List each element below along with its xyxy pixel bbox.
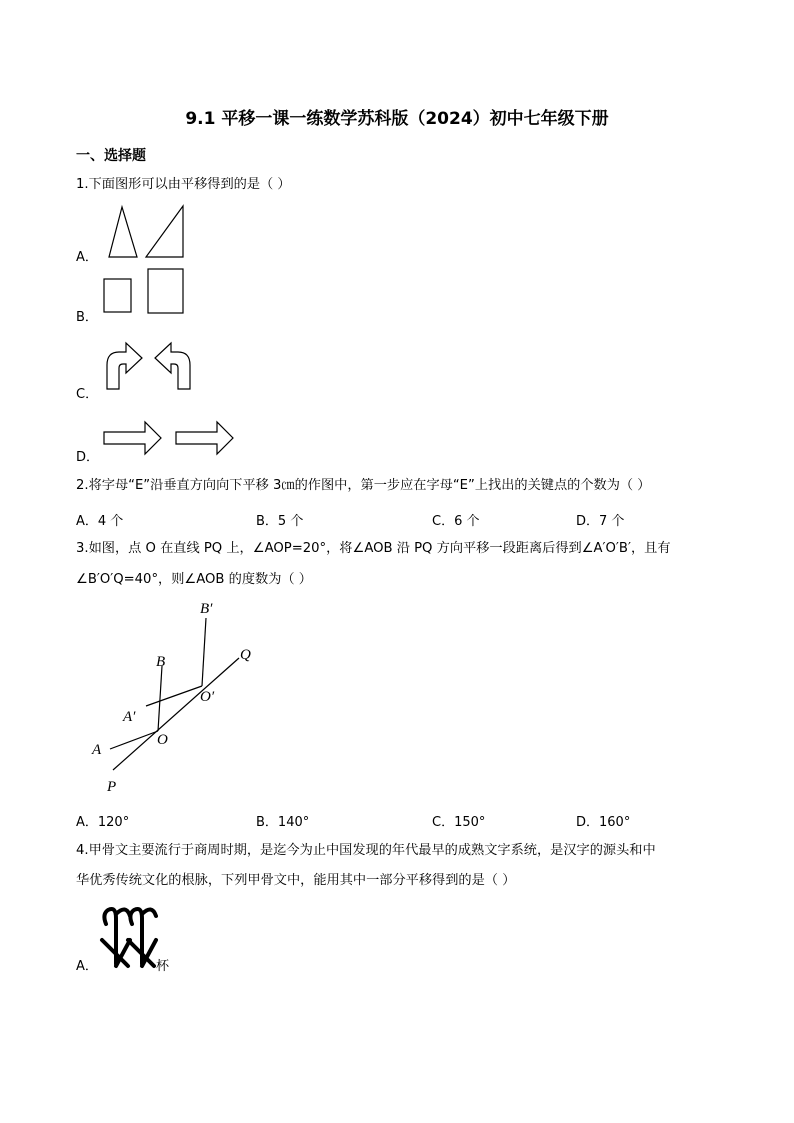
right-arrow-icon-2 [176,422,233,454]
isosceles-triangle-shape [109,207,137,257]
small-square-shape [104,279,131,312]
label-o-prime: O′ [200,689,215,705]
section-heading: 一、选择题 [76,148,146,164]
right-triangle-shape [146,206,183,257]
label-b: B [156,654,166,670]
label-q: Q [240,647,251,663]
q1-option-b-figure [100,265,190,320]
ray-ob [158,666,162,731]
label-o: O [157,732,168,748]
q3-translation-figure [80,598,280,798]
q1-option-d-label: D． [76,450,100,465]
q2-option-c: C．6 个 [432,514,480,529]
label-b-prime: B′ [200,601,213,617]
ray-oa [110,731,158,749]
large-square-shape [148,269,183,313]
turn-right-arrow-icon [107,343,142,389]
question-2-text: 2.将字母“E”沿垂直方向向下平移 3㎝的作图中，第一步应在字母“E”上找出的关键点的个数为（ ） [76,478,651,493]
q1-option-b-label: B． [76,310,98,325]
question-4-text-line-2: 华优秀传统文化的根脉，下列甲骨文中，能用其中一部分平移得到的是（ ） [76,873,516,888]
q2-option-b: B．5 个 [256,514,304,529]
q3-option-c: C．150° [432,815,486,830]
label-a: A [92,742,102,758]
q1-option-c-figure [100,335,200,395]
q2-option-a: A．4 个 [76,514,124,529]
q3-option-a: A．120° [76,815,130,830]
question-3-text-line-1: 3.如图，点 O 在直线 PQ 上，∠AOP=20°，将∠AOB 沿 PQ 方向平移一段距离后得到∠A′O′B′，且有 [76,541,671,556]
q1-option-a-figure [100,200,190,260]
ray-o-prime-a-prime [146,686,202,706]
turn-left-arrow-icon [155,343,190,389]
q4-option-a-label: A． [76,959,98,974]
label-a-prime: A′ [123,709,136,725]
q1-option-d-figure [100,418,240,460]
q3-option-b: B．140° [256,815,310,830]
question-3-text-line-2: ∠B′O′Q=40°，则∠AOB 的度数为（ ） [76,572,312,587]
q1-option-a-label: A． [76,250,98,265]
ray-o-prime-b-prime [202,618,206,686]
oracle-bone-glyph-icon [96,900,158,970]
label-p: P [107,779,117,795]
q3-option-d: D．160° [576,815,631,830]
q4-option-a-caption: 杯 [156,959,170,974]
q1-option-c-label: C． [76,387,99,402]
question-1-text: 1.下面图形可以由平移得到的是（ ） [76,177,291,192]
q2-option-d: D．7 个 [576,514,625,529]
right-arrow-icon [104,422,161,454]
question-4-text-line-1: 4.甲骨文主要流行于商周时期，是迄今为止中国发现的年代最早的成熟文字系统，是汉字的源头和中 [76,843,656,858]
page-title: 9.1 平移一课一练数学苏科版（2024）初中七年级下册 [185,109,609,129]
